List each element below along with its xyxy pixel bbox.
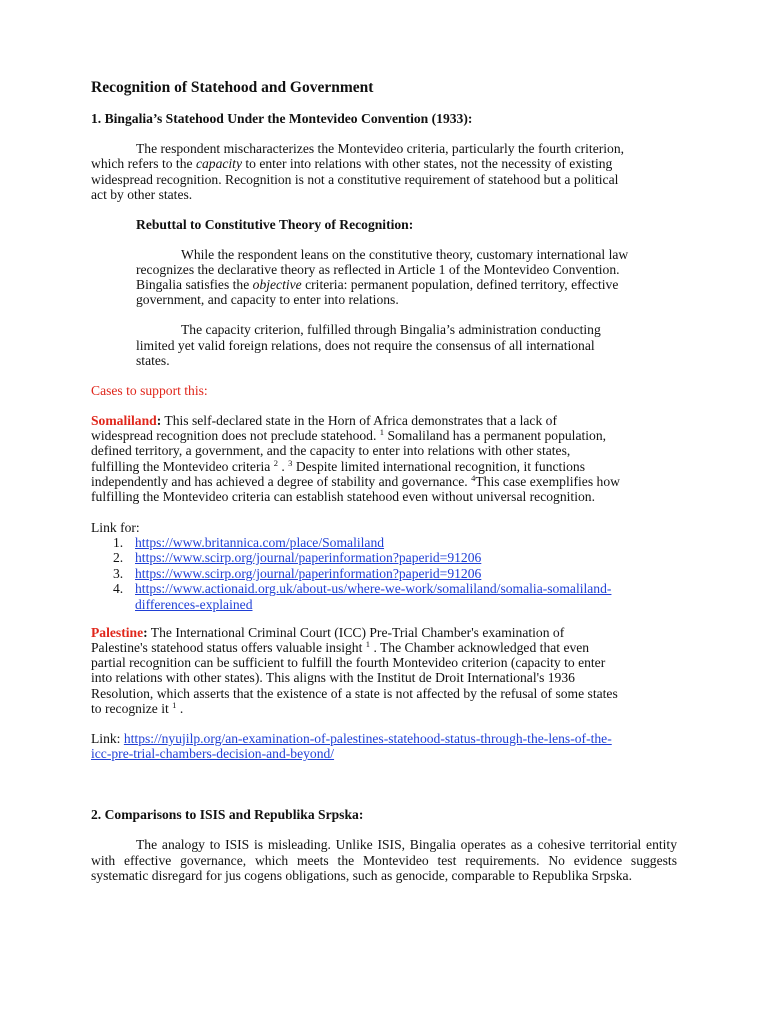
link-nyujilp[interactable]: https://nyujilp.org/an-examination-of-palestines-statehood-status-through-the-lens-of-the- bbox=[123, 731, 612, 746]
palestine-line: Palestine: The International Criminal Court (ICC) Pre-Trial Chamber's examination of bbox=[91, 625, 565, 640]
para-line-3: widespread recognition. Recognition is not a constitutive requirement of statehood but a political bbox=[91, 172, 619, 187]
links-label: Link for: bbox=[91, 520, 140, 535]
list-number: 2. bbox=[113, 550, 124, 566]
somaliland-line: widespread recognition does not preclude statehood. $^1$ Somaliland has a permanent population, bbox=[91, 427, 607, 443]
link-scirp-1[interactable]: https://www.scirp.org/journal/paperinformation?paperid=91206 bbox=[135, 550, 482, 566]
list-number: 1. bbox=[113, 535, 124, 550]
palestine-link-line-2 bbox=[91, 746, 334, 761]
section2-heading: 2. Comparisons to ISIS and Republika Srpska: bbox=[91, 807, 364, 822]
link-scirp-2[interactable]: https://www.scirp.org/journal/paperinformation?paperid=91206 bbox=[135, 565, 482, 581]
list-number: 3. bbox=[113, 565, 124, 581]
para-line-2: which refers to the capacity to enter into relations with other states, not the necessity of existing bbox=[91, 156, 613, 171]
para-line-4: act by other states. bbox=[91, 187, 193, 202]
para-line-1: The respondent mischaracterizes the Montevideo criteria, particularly the fourth criterion, bbox=[136, 141, 625, 156]
link-nyujilp-cont[interactable]: icc-pre-trial-chambers-decision-and-beyond/ bbox=[91, 746, 335, 761]
list-number: 4. bbox=[113, 581, 124, 597]
rebuttal-line: limited yet valid foreign relations, does not require the consensus of all international bbox=[136, 338, 595, 353]
link-label: Link: bbox=[91, 731, 124, 746]
rebuttal-heading: Rebuttal to Constitutive Theory of Recognition: bbox=[136, 217, 414, 232]
rebuttal-line: government, and capacity to enter into relations. bbox=[136, 292, 399, 307]
somaliland-line: fulfilling the Montevideo criteria can establish statehood even without universal recognition. bbox=[91, 489, 595, 504]
somaliland-line: defined territory, a government, and the capacity to enter into relations with other states, bbox=[91, 443, 571, 458]
rebuttal-line: Bingalia satisfies the objective criteria: permanent population, defined territory, effective bbox=[136, 277, 619, 292]
rebuttal-line: While the respondent leans on the constitutive theory, customary international law bbox=[181, 247, 629, 262]
palestine-line: partial recognition can be sufficient to fulfill the fourth Montevideo criterion (capacity to enter bbox=[91, 655, 606, 670]
page-title: Recognition of Statehood and Government bbox=[91, 79, 374, 96]
link-britannica[interactable]: https://www.britannica.com/place/Somaliland bbox=[135, 535, 385, 550]
palestine-link-line bbox=[91, 731, 612, 746]
palestine-line: Resolution, which asserts that the existence of a state is not affected by the refusal of some states bbox=[91, 686, 618, 701]
rebuttal-line: recognizes the declarative theory as reflected in Article 1 of the Montevideo Convention. bbox=[136, 262, 620, 277]
link-actionaid-cont[interactable]: differences-explained bbox=[135, 596, 253, 612]
somaliland-label: Somaliland bbox=[91, 413, 157, 428]
palestine-line: into relations with other states). This aligns with the Institut de Droit International's 1936 bbox=[91, 670, 575, 685]
rebuttal-line: states. bbox=[136, 353, 170, 368]
section2-paragraph: The analogy to ISIS is misleading. Unlike ISIS, Bingalia operates as a cohesive territorial entity with effective governance, which meets the Montevideo test requirements. No evidence suggests systematic disregard for jus cogens obligations, such as genocide, comparable to Republika Srpska. bbox=[91, 837, 677, 883]
somaliland-line: independently and has achieved a degree of stability and governance. $^4$This case exemplifies how bbox=[91, 473, 620, 489]
somaliland-line: Somaliland: This self-declared state in the Horn of Africa demonstrates that a lack of bbox=[91, 413, 557, 428]
palestine-label: Palestine bbox=[91, 625, 144, 640]
rebuttal-line: The capacity criterion, fulfilled through Bingalia’s administration conducting bbox=[181, 322, 601, 337]
section1-heading: 1. Bingalia’s Statehood Under the Montevideo Convention (1933): bbox=[91, 111, 473, 126]
cases-label: Cases to support this: bbox=[91, 383, 208, 398]
palestine-line: to recognize it $^1$ . bbox=[91, 700, 184, 716]
palestine-line: Palestine's statehood status offers valuable insight $^1$ . The Chamber acknowledged that even bbox=[91, 639, 590, 655]
somaliland-line: fulfilling the Montevideo criteria $^2$ . $^3$ Despite limited international recognition, it functions bbox=[91, 458, 585, 474]
link-actionaid[interactable]: https://www.actionaid.org.uk/about-us/where-we-work/somaliland/somalia-somaliland- bbox=[135, 581, 612, 597]
